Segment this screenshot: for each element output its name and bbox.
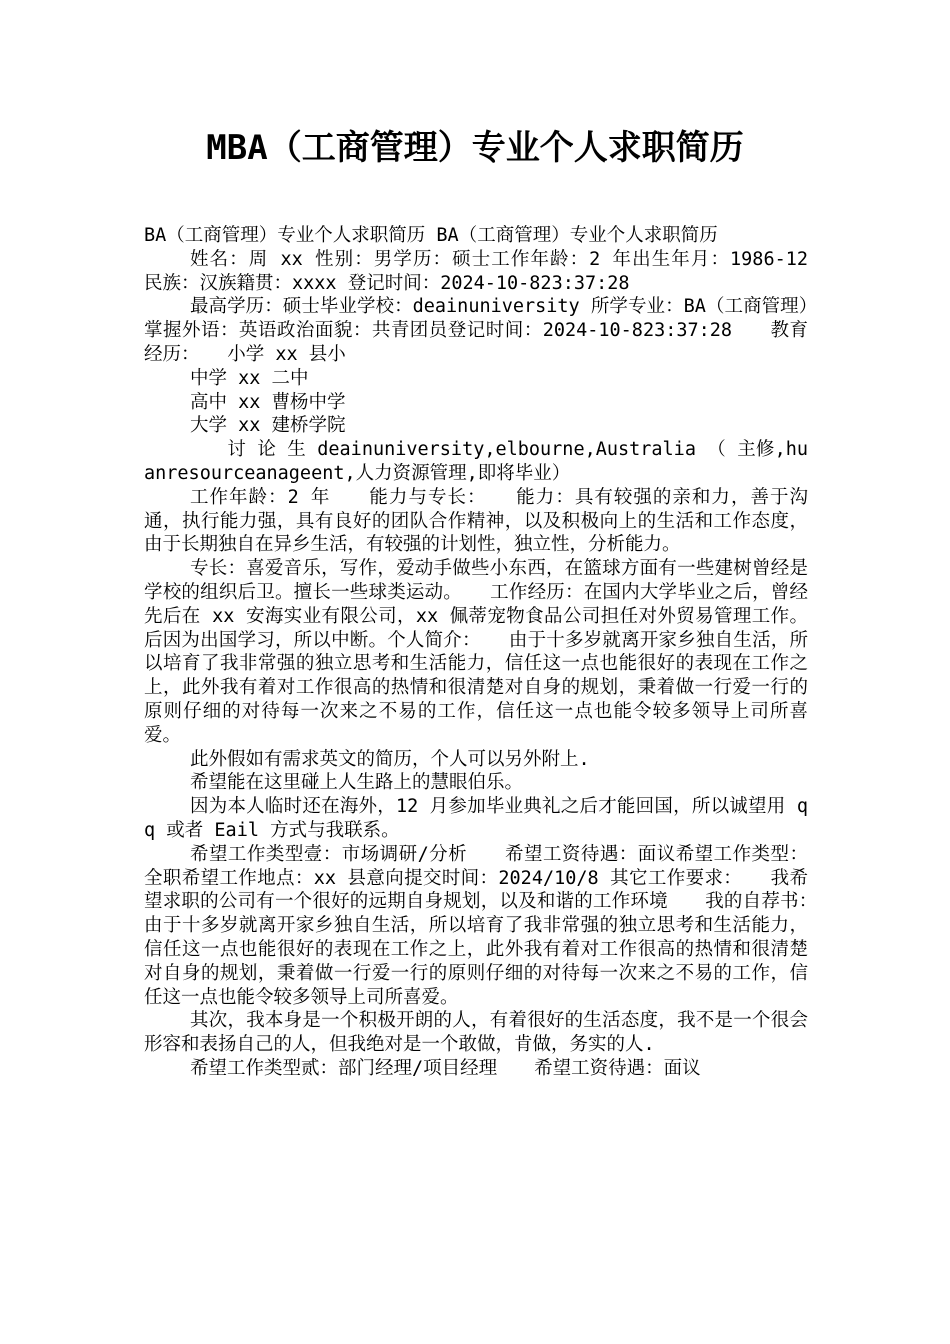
body-paragraph: BA（工商管理）专业个人求职简历 BA（工商管理）专业个人求职简历 (144, 225, 718, 246)
page-title: MBA（工商管理）专业个人求职简历 (206, 128, 744, 168)
body-paragraph: 工作年龄：2 年 能力与专长： 能力：具有较强的亲和力，善于沟通，执行能力强，具有良好的团队合作精神，以及积极向上的生活和工作态度，由于长期独自在异乡生活，有较强的计划性，独立性，分析能力。 (144, 486, 808, 556)
body-paragraph: 大学 xx 建桥学院 (190, 415, 346, 437)
body-paragraph: 姓名：周 xx 性别：男学历：硕士工作年龄：2 年出生年月：1986-12 民族：汉族籍贯：xxxx 登记时间：2024-10-823:37:28 (144, 248, 808, 294)
body-paragraph: 因为本人临时还在海外，12 月参加毕业典礼之后才能回国，所以诚望用 qq 或者 Eail 方式与我联系。 (144, 796, 808, 841)
body-paragraph: 希望工作类型贰：部门经理/项目经理 希望工资待遇：面议 (190, 1057, 701, 1079)
body-paragraph: 中学 xx 二中 (190, 367, 309, 389)
body-paragraph: 此外假如有需求英文的简历，个人可以另外附上. (190, 748, 590, 770)
body-paragraph: 希望能在这里碰上人生路上的慧眼伯乐。 (190, 772, 524, 794)
body-paragraph: 其次，我本身是一个积极开朗的人，有着很好的生活态度，我不是一个很会形容和表扬自己的人，但我绝对是一个敢做，肯做，务实的人. (144, 1010, 808, 1056)
body-paragraph: 最高学历：硕士毕业学校：deainuniversity 所学专业：BA（工商管理）掌握外语：英语政治面貌：共青团员登记时间：2024-10-823:37:28 教育经历： 小学 xx 县小 (144, 296, 808, 365)
body-paragraph: 讨 论 生 deainuniversity,elbourne,Australia （ 主修,huanresourceanageent,人力资源管理,即将毕业） (144, 439, 808, 484)
document-body (144, 224, 846, 1081)
body-paragraph: 专长：喜爱音乐，写作，爱动手做些小东西，在篮球方面有一些建树曾经是学校的组织后卫。擅长一些球类运动。 工作经历：在国内大学毕业之后，曾经先后在 xx 安海实业有限公司，xx 佩蒂宠物食品公司担任对外贸易管理工作。后因为出国学习，所以中断。个人简介： 由于十多岁就离开家乡独自生活，所以培育了我非常强的独立思考和生活能力，信任这一点也能很好的表现在工作之上，此外我有着对工作很高的热情和很清楚对自身的规划，秉着做一行爱一行的原则仔细的对待每一次来之不易的工作，信任这一点也能令较多领导上司所喜爱。 (144, 558, 808, 746)
body-paragraph: 高中 xx 曹杨中学 (190, 391, 346, 413)
body-paragraph: 希望工作类型壹：市场调研/分析 希望工资待遇：面议希望工作类型：全职希望工作地点：xx 县意向提交时间：2024/10/8 其它工作要求： 我希望求职的公司有一个很好的远期自身规划，以及和谐的工作环境 我的自荐书： 由于十多岁就离开家乡独自生活，所以培育了我非常强的独立思考和生活能力，信任这一点也能很好的表现在工作之上，此外我有着对工作很高的热情和很清楚对自身的规划，秉着做一行爱一行的原则仔细的对待每一次来之不易的工作，信任这一点也能令较多领导上司所喜爱。 (144, 843, 846, 1008)
